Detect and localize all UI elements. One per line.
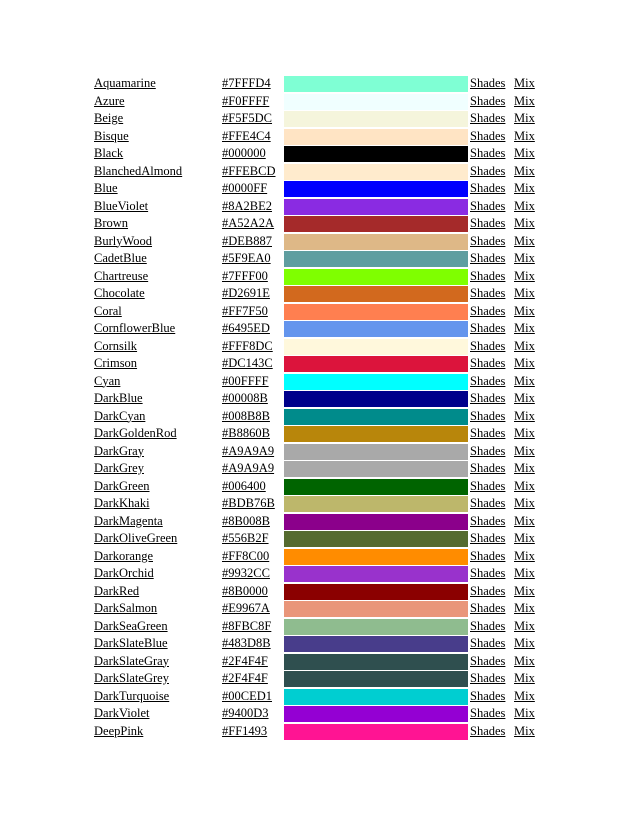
mix-link[interactable]: Mix bbox=[514, 408, 535, 423]
shades-link[interactable]: Shades bbox=[470, 338, 506, 353]
color-name-link[interactable]: Brown bbox=[94, 216, 129, 230]
shades-link[interactable]: Shades bbox=[470, 373, 506, 388]
color-hex-link[interactable]: #FF8C00 bbox=[222, 548, 270, 563]
color-row bbox=[94, 198, 540, 216]
shades-link[interactable]: Shades bbox=[470, 653, 506, 668]
shades-link[interactable]: Shades bbox=[470, 111, 506, 125]
color-name-link[interactable]: DarkTurquoise bbox=[94, 688, 170, 703]
color-swatch bbox=[284, 444, 468, 460]
color-name-link[interactable]: Coral bbox=[94, 303, 122, 318]
color-swatch bbox=[284, 566, 468, 582]
color-hex-link[interactable]: #006400 bbox=[222, 478, 266, 493]
shades-link[interactable]: Shades bbox=[470, 426, 506, 440]
mix-link[interactable]: Mix bbox=[514, 548, 535, 563]
shades-link[interactable]: Shades bbox=[470, 216, 506, 230]
color-hex-link[interactable]: #000000 bbox=[222, 146, 266, 160]
color-name-link[interactable]: DarkGoldenRod bbox=[94, 426, 177, 440]
mix-link[interactable]: Mix bbox=[514, 653, 535, 668]
mix-link[interactable]: Mix bbox=[514, 688, 535, 703]
color-name-link[interactable]: DarkOrchid bbox=[94, 566, 154, 580]
shades-link[interactable]: Shades bbox=[470, 391, 506, 405]
color-row bbox=[94, 163, 540, 181]
color-name-link[interactable]: Chocolate bbox=[94, 286, 145, 300]
color-name-link[interactable]: Bisque bbox=[94, 128, 129, 143]
color-hex-link[interactable]: #FFF8DC bbox=[222, 338, 273, 353]
color-hex-link[interactable]: #00008B bbox=[222, 391, 268, 405]
color-row bbox=[94, 338, 540, 356]
mix-link[interactable]: Mix bbox=[514, 461, 535, 475]
color-name-link[interactable]: DarkOliveGreen bbox=[94, 531, 178, 545]
shades-link[interactable]: Shades bbox=[470, 443, 506, 458]
color-row bbox=[94, 110, 540, 128]
mix-link[interactable]: Mix bbox=[514, 321, 535, 335]
mix-link[interactable]: Mix bbox=[514, 618, 535, 633]
color-swatch bbox=[284, 636, 468, 652]
mix-link[interactable]: Mix bbox=[514, 426, 535, 440]
mix-link[interactable]: Mix bbox=[514, 356, 535, 370]
mix-link[interactable]: Mix bbox=[514, 181, 535, 195]
color-swatch bbox=[284, 356, 468, 372]
shades-link[interactable]: Shades bbox=[470, 268, 506, 283]
color-hex-link[interactable]: #FF7F50 bbox=[222, 303, 268, 318]
shades-link[interactable]: Shades bbox=[470, 618, 506, 633]
color-hex-link[interactable]: #556B2F bbox=[222, 531, 269, 545]
color-hex-link[interactable]: #FF1493 bbox=[222, 723, 268, 738]
color-name-link[interactable]: DarkGray bbox=[94, 443, 144, 458]
mix-link[interactable]: Mix bbox=[514, 531, 535, 545]
color-name-link[interactable]: DarkViolet bbox=[94, 706, 150, 720]
color-swatch bbox=[284, 549, 468, 565]
color-name-link[interactable]: DarkMagenta bbox=[94, 513, 163, 528]
color-row bbox=[94, 513, 540, 531]
color-row bbox=[94, 285, 540, 303]
color-swatch bbox=[284, 409, 468, 425]
color-hex-link[interactable]: #A52A2A bbox=[222, 216, 275, 230]
color-row bbox=[94, 548, 540, 566]
mix-link[interactable]: Mix bbox=[514, 111, 535, 125]
shades-link[interactable]: Shades bbox=[470, 303, 506, 318]
color-swatch bbox=[284, 514, 468, 530]
shades-link[interactable]: Shades bbox=[470, 198, 506, 213]
color-swatch bbox=[284, 391, 468, 407]
shades-link[interactable]: Shades bbox=[470, 636, 506, 650]
color-row bbox=[94, 478, 540, 496]
shades-link[interactable]: Shades bbox=[470, 496, 506, 510]
color-row bbox=[94, 530, 540, 548]
color-row bbox=[94, 460, 540, 478]
color-swatch bbox=[284, 269, 468, 285]
mix-link[interactable]: Mix bbox=[514, 723, 535, 738]
color-hex-link[interactable]: #8B008B bbox=[222, 513, 270, 528]
color-name-link[interactable]: CadetBlue bbox=[94, 251, 147, 265]
color-hex-link[interactable]: #E9967A bbox=[222, 601, 270, 615]
color-swatch bbox=[284, 234, 468, 250]
color-row bbox=[94, 618, 540, 636]
color-row bbox=[94, 565, 540, 583]
color-swatch bbox=[284, 706, 468, 722]
color-swatch bbox=[284, 601, 468, 617]
color-name-link[interactable]: BurlyWood bbox=[94, 233, 153, 248]
color-name-link[interactable]: Black bbox=[94, 146, 124, 160]
color-swatch bbox=[284, 531, 468, 547]
color-swatch bbox=[284, 496, 468, 512]
color-hex-link[interactable]: #7FFF00 bbox=[222, 268, 268, 283]
color-swatch bbox=[284, 339, 468, 355]
color-row bbox=[94, 128, 540, 146]
color-swatch bbox=[284, 689, 468, 705]
mix-link[interactable]: Mix bbox=[514, 163, 535, 178]
color-row bbox=[94, 600, 540, 618]
shades-link[interactable]: Shades bbox=[470, 723, 506, 738]
color-hex-link[interactable]: #B8860B bbox=[222, 426, 270, 440]
shades-link[interactable]: Shades bbox=[470, 478, 506, 493]
color-swatch bbox=[284, 584, 468, 600]
shades-link[interactable]: Shades bbox=[470, 93, 506, 108]
mix-link[interactable]: Mix bbox=[514, 128, 535, 143]
color-name-link[interactable]: DarkKhaki bbox=[94, 496, 150, 510]
color-hex-link[interactable]: #2F4F4F bbox=[222, 671, 268, 685]
color-hex-link[interactable]: #A9A9A9 bbox=[222, 443, 275, 458]
color-swatch bbox=[284, 374, 468, 390]
color-row bbox=[94, 583, 540, 601]
color-name-link[interactable]: Darkorange bbox=[94, 548, 153, 563]
mix-link[interactable]: Mix bbox=[514, 671, 535, 685]
color-row bbox=[94, 443, 540, 461]
shades-link[interactable]: Shades bbox=[470, 356, 506, 370]
color-hex-link[interactable]: #7FFFD4 bbox=[222, 76, 271, 90]
shades-link[interactable]: Shades bbox=[470, 601, 506, 615]
shades-link[interactable]: Shades bbox=[470, 548, 506, 563]
color-hex-link[interactable]: #8B0000 bbox=[222, 583, 268, 598]
mix-link[interactable]: Mix bbox=[514, 286, 535, 300]
color-hex-link[interactable]: #6495ED bbox=[222, 321, 270, 335]
mix-link[interactable]: Mix bbox=[514, 76, 535, 90]
color-name-link[interactable]: Aquamarine bbox=[94, 76, 156, 90]
color-name-link[interactable]: Blue bbox=[94, 181, 118, 195]
color-row bbox=[94, 688, 540, 706]
color-name-link[interactable]: DarkGreen bbox=[94, 478, 150, 493]
color-swatch bbox=[284, 304, 468, 320]
shades-link[interactable]: Shades bbox=[470, 146, 506, 160]
color-name-link[interactable]: DarkSeaGreen bbox=[94, 618, 168, 633]
color-name-link[interactable]: DeepPink bbox=[94, 723, 144, 738]
color-hex-link[interactable]: #2F4F4F bbox=[222, 653, 268, 668]
color-hex-link[interactable]: #F5F5DC bbox=[222, 111, 273, 125]
color-row bbox=[94, 355, 540, 373]
color-name-link[interactable]: DarkSlateGrey bbox=[94, 671, 169, 685]
color-swatch bbox=[284, 129, 468, 145]
color-row bbox=[94, 93, 540, 111]
mix-link[interactable]: Mix bbox=[514, 198, 535, 213]
mix-link[interactable]: Mix bbox=[514, 233, 535, 248]
shades-link[interactable]: Shades bbox=[470, 163, 506, 178]
color-row bbox=[94, 705, 540, 723]
color-row bbox=[94, 303, 540, 321]
mix-link[interactable]: Mix bbox=[514, 583, 535, 598]
shades-link[interactable]: Shades bbox=[470, 408, 506, 423]
color-swatch bbox=[284, 216, 468, 232]
mix-link[interactable]: Mix bbox=[514, 706, 535, 720]
color-swatch bbox=[284, 426, 468, 442]
color-swatch bbox=[284, 671, 468, 687]
color-swatch bbox=[284, 111, 468, 127]
color-hex-link[interactable]: #DC143C bbox=[222, 356, 273, 370]
color-hex-link[interactable]: #00FFFF bbox=[222, 373, 269, 388]
color-row bbox=[94, 670, 540, 688]
color-swatch bbox=[284, 479, 468, 495]
color-hex-link[interactable]: #DEB887 bbox=[222, 233, 272, 248]
color-row bbox=[94, 180, 540, 198]
color-swatch bbox=[284, 251, 468, 267]
color-row bbox=[94, 390, 540, 408]
color-swatch bbox=[284, 461, 468, 477]
color-row bbox=[94, 635, 540, 653]
color-name-link[interactable]: Chartreuse bbox=[94, 268, 149, 283]
shades-link[interactable]: Shades bbox=[470, 321, 506, 335]
color-swatch bbox=[284, 321, 468, 337]
shades-link[interactable]: Shades bbox=[470, 688, 506, 703]
mix-link[interactable]: Mix bbox=[514, 601, 535, 615]
shades-link[interactable]: Shades bbox=[470, 128, 506, 143]
color-row bbox=[94, 723, 540, 741]
color-row bbox=[94, 75, 540, 93]
mix-link[interactable]: Mix bbox=[514, 268, 535, 283]
shades-link[interactable]: Shades bbox=[470, 513, 506, 528]
color-hex-link[interactable]: #8FBC8F bbox=[222, 618, 272, 633]
color-hex-link[interactable]: #008B8B bbox=[222, 408, 270, 423]
mix-link[interactable]: Mix bbox=[514, 93, 535, 108]
color-hex-link[interactable]: #9932CC bbox=[222, 566, 270, 580]
color-swatch bbox=[284, 181, 468, 197]
color-swatch bbox=[284, 654, 468, 670]
color-swatch bbox=[284, 164, 468, 180]
color-hex-link[interactable]: #9400D3 bbox=[222, 706, 269, 720]
mix-link[interactable]: Mix bbox=[514, 478, 535, 493]
shades-link[interactable]: Shades bbox=[470, 566, 506, 580]
mix-link[interactable]: Mix bbox=[514, 303, 535, 318]
mix-link[interactable]: Mix bbox=[514, 373, 535, 388]
shades-link[interactable]: Shades bbox=[470, 461, 506, 475]
color-swatch bbox=[284, 286, 468, 302]
mix-link[interactable]: Mix bbox=[514, 216, 535, 230]
shades-link[interactable]: Shades bbox=[470, 233, 506, 248]
color-name-link[interactable]: BlanchedAlmond bbox=[94, 163, 183, 178]
color-swatch bbox=[284, 724, 468, 740]
color-row bbox=[94, 250, 540, 268]
color-name-link[interactable]: DarkSlateBlue bbox=[94, 636, 168, 650]
mix-link[interactable]: Mix bbox=[514, 251, 535, 265]
color-row bbox=[94, 233, 540, 251]
color-name-link[interactable]: DarkRed bbox=[94, 583, 140, 598]
color-name-link[interactable]: DarkGrey bbox=[94, 461, 144, 475]
shades-link[interactable]: Shades bbox=[470, 286, 506, 300]
mix-link[interactable]: Mix bbox=[514, 443, 535, 458]
color-name-link[interactable]: DarkSlateGray bbox=[94, 653, 169, 668]
color-row bbox=[94, 653, 540, 671]
mix-link[interactable]: Mix bbox=[514, 636, 535, 650]
mix-link[interactable]: Mix bbox=[514, 513, 535, 528]
mix-link[interactable]: Mix bbox=[514, 338, 535, 353]
shades-link[interactable]: Shades bbox=[470, 671, 506, 685]
color-swatch bbox=[284, 619, 468, 635]
mix-link[interactable]: Mix bbox=[514, 391, 535, 405]
color-hex-link[interactable]: #FFE4C4 bbox=[222, 128, 271, 143]
color-swatch bbox=[284, 94, 468, 110]
mix-link[interactable]: Mix bbox=[514, 566, 535, 580]
color-hex-link[interactable]: #0000FF bbox=[222, 181, 268, 195]
color-hex-link[interactable]: #8A2BE2 bbox=[222, 198, 272, 213]
color-name-link[interactable]: CornflowerBlue bbox=[94, 321, 176, 335]
color-name-link[interactable]: DarkSalmon bbox=[94, 601, 158, 615]
color-hex-link[interactable]: #483D8B bbox=[222, 636, 271, 650]
color-name-link[interactable]: DarkCyan bbox=[94, 408, 146, 423]
color-swatch bbox=[284, 146, 468, 162]
color-row bbox=[94, 495, 540, 513]
color-table bbox=[94, 75, 540, 740]
shades-link[interactable]: Shades bbox=[470, 706, 506, 720]
color-row bbox=[94, 268, 540, 286]
shades-link[interactable]: Shades bbox=[470, 531, 506, 545]
color-hex-link[interactable]: #00CED1 bbox=[222, 688, 272, 703]
shades-link[interactable]: Shades bbox=[470, 251, 506, 265]
color-row bbox=[94, 145, 540, 163]
color-hex-link[interactable]: #D2691E bbox=[222, 286, 270, 300]
color-row bbox=[94, 373, 540, 391]
mix-link[interactable]: Mix bbox=[514, 496, 535, 510]
color-hex-link[interactable]: #A9A9A9 bbox=[222, 461, 275, 475]
shades-link[interactable]: Shades bbox=[470, 583, 506, 598]
color-name-link[interactable]: DarkBlue bbox=[94, 391, 143, 405]
color-row bbox=[94, 425, 540, 443]
color-name-link[interactable]: BlueViolet bbox=[94, 198, 149, 213]
color-name-link[interactable]: Beige bbox=[94, 111, 124, 125]
color-hex-link[interactable]: #5F9EA0 bbox=[222, 251, 271, 265]
color-row bbox=[94, 320, 540, 338]
color-name-link[interactable]: Crimson bbox=[94, 356, 138, 370]
color-swatch bbox=[284, 199, 468, 215]
color-row bbox=[94, 215, 540, 233]
color-name-link[interactable]: Azure bbox=[94, 93, 125, 108]
color-swatch bbox=[284, 76, 468, 92]
color-name-link[interactable]: Cyan bbox=[94, 373, 121, 388]
shades-link[interactable]: Shades bbox=[470, 76, 506, 90]
color-hex-link[interactable]: #FFEBCD bbox=[222, 163, 276, 178]
color-row bbox=[94, 408, 540, 426]
shades-link[interactable]: Shades bbox=[470, 181, 506, 195]
color-name-link[interactable]: Cornsilk bbox=[94, 338, 138, 353]
color-hex-link[interactable]: #F0FFFF bbox=[222, 93, 270, 108]
mix-link[interactable]: Mix bbox=[514, 146, 535, 160]
color-hex-link[interactable]: #BDB76B bbox=[222, 496, 275, 510]
